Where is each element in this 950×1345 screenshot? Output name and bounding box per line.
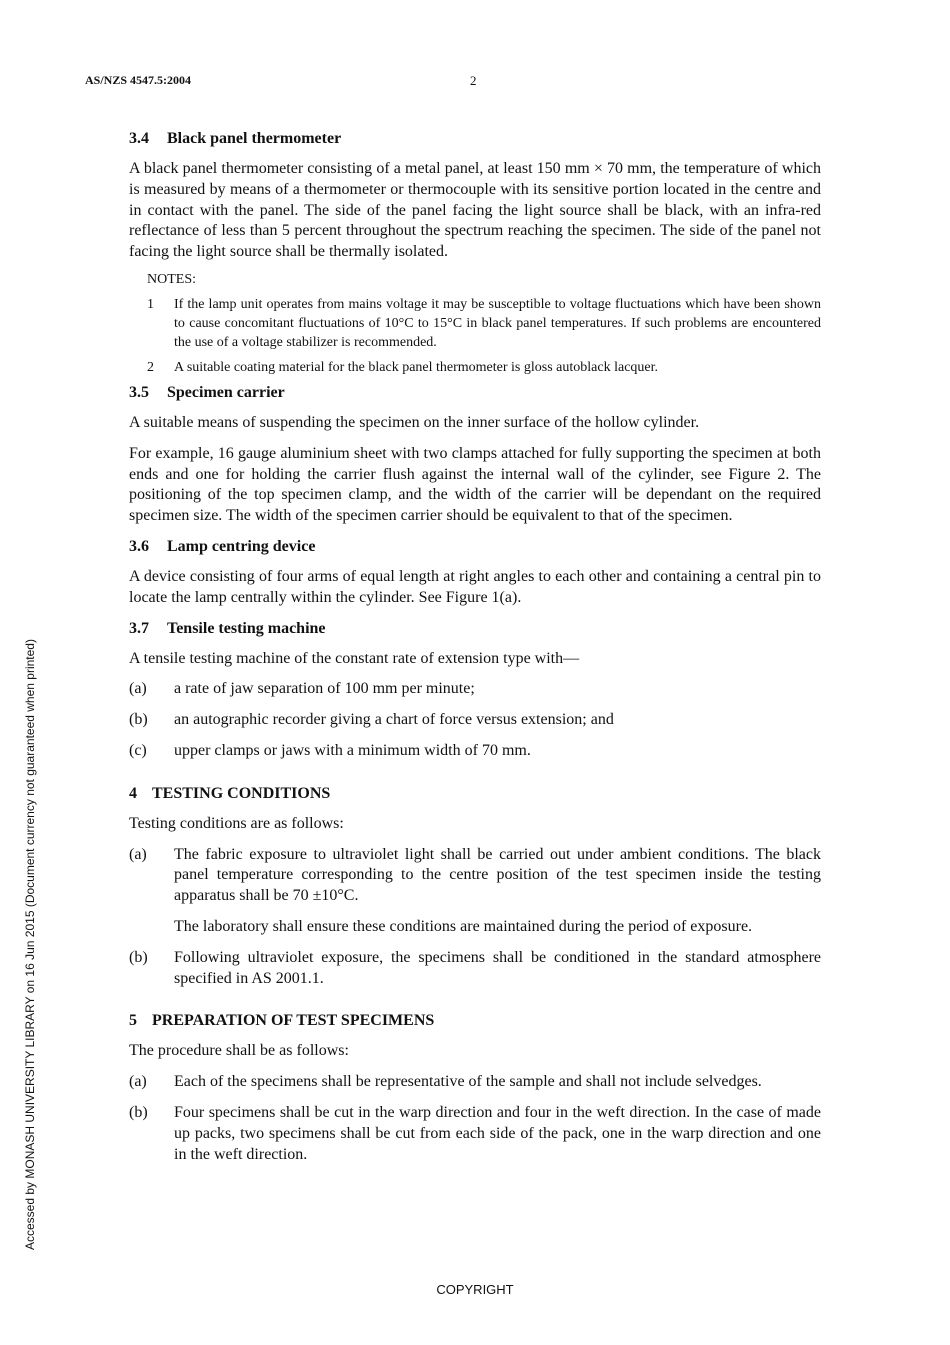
list-item: (b) Four specimens shall be cut in the warp direction and four in the weft direction. In the case of made up packs, two specimens shall be cut from each side of the pack, one in the warp direction and one in the weft direction. <box>129 1103 821 1163</box>
section-3-6-paragraph: A device consisting of four arms of equal length at right angles to each other and containing a central pin to locate the lamp centrally within the cylinder. See Figure 1(a). <box>129 567 821 606</box>
list-item: (a) The fabric exposure to ultraviolet light shall be carried out under ambient conditions. The black panel temperature corresponding to the centre position of the test specimen inside the testing apparatus shall be 70 ±10°C. The laboratory shall ensure these conditions are maintained during the period of exposure. <box>129 845 821 935</box>
section-3-4-paragraph: A black panel thermometer consisting of a metal panel, at least 150 mm × 70 mm, the temperature of which is measured by means of a thermometer or thermocouple with its sensitive portion located in the centre and in contact with the panel. The side of the panel facing the light source shall be black, with an infra-red reflectance of less than 5 percent throughout the spectrum reaching the specimen. The side of the panel not facing the light source shall be thermally isolated. <box>129 160 821 261</box>
header-standard: AS/NZS 4547.5:2004 <box>85 73 192 87</box>
copyright-footer: COPYRIGHT <box>436 1282 514 1297</box>
section-3-7-heading: 3.7 Tensile testing machine <box>129 619 326 637</box>
access-notice: Accessed by MONASH UNIVERSITY LIBRARY on 16 Jun 2015 (Document currency not guaranteed when printed) <box>23 639 37 1250</box>
section-3-7-paragraph: A tensile testing machine of the constant rate of extension type with— <box>129 649 580 667</box>
notes-title: NOTES: <box>147 271 196 287</box>
section-3-5-paragraph-1: A suitable means of suspending the specimen on the inner surface of the hollow cylinder. <box>129 413 700 431</box>
section-3-5-paragraph-2: For example, 16 gauge aluminium sheet with two clamps attached for fully supporting the specimen at both ends and one for holding the carrier flush against the internal wall of the cylinder, see Figure 2. The positioning of the top specimen clamp, and the width of the carrier will be dependant on the required specimen size. The width of the specimen carrier should be equivalent to that of the specimen. <box>129 444 821 525</box>
section-3-6-heading: 3.6 Lamp centring device <box>129 537 316 555</box>
note-item: 1 If the lamp unit operates from mains voltage it may be susceptible to voltage fluctuations which have been shown to cause concomitant fluctuations of 10°C to 15°C in black panel temperatures. If such problems are encountered the use of a voltage stabilizer is recommended. <box>147 296 821 350</box>
section-5-heading: 5 PREPARATION OF TEST SPECIMENS <box>129 1012 435 1030</box>
list-item: (b) Following ultraviolet exposure, the specimens shall be conditioned in the standard atmosphere specified in AS 2001.1. <box>129 948 821 987</box>
list-item: (a) Each of the specimens shall be representative of the sample and shall not include selvedges. <box>129 1073 762 1091</box>
note-item: 2 A suitable coating material for the black panel thermometer is gloss autoblack lacquer. <box>147 359 659 375</box>
list-item: (c) upper clamps or jaws with a minimum width of 70 mm. <box>129 741 531 759</box>
document-body <box>129 129 821 1175</box>
section-4-paragraph: Testing conditions are as follows: <box>129 814 344 832</box>
list-item: (b) an autographic recorder giving a chart of force versus extension; and <box>129 711 614 729</box>
list-item: (a) a rate of jaw separation of 100 mm per minute; <box>129 680 475 698</box>
page-number: 2 <box>470 73 477 88</box>
section-4-heading: 4 TESTING CONDITIONS <box>129 784 331 802</box>
section-5-paragraph: The procedure shall be as follows: <box>129 1042 349 1060</box>
section-3-5-heading: 3.5 Specimen carrier <box>129 383 285 401</box>
section-3-4-heading: 3.4 Black panel thermometer <box>129 130 342 147</box>
